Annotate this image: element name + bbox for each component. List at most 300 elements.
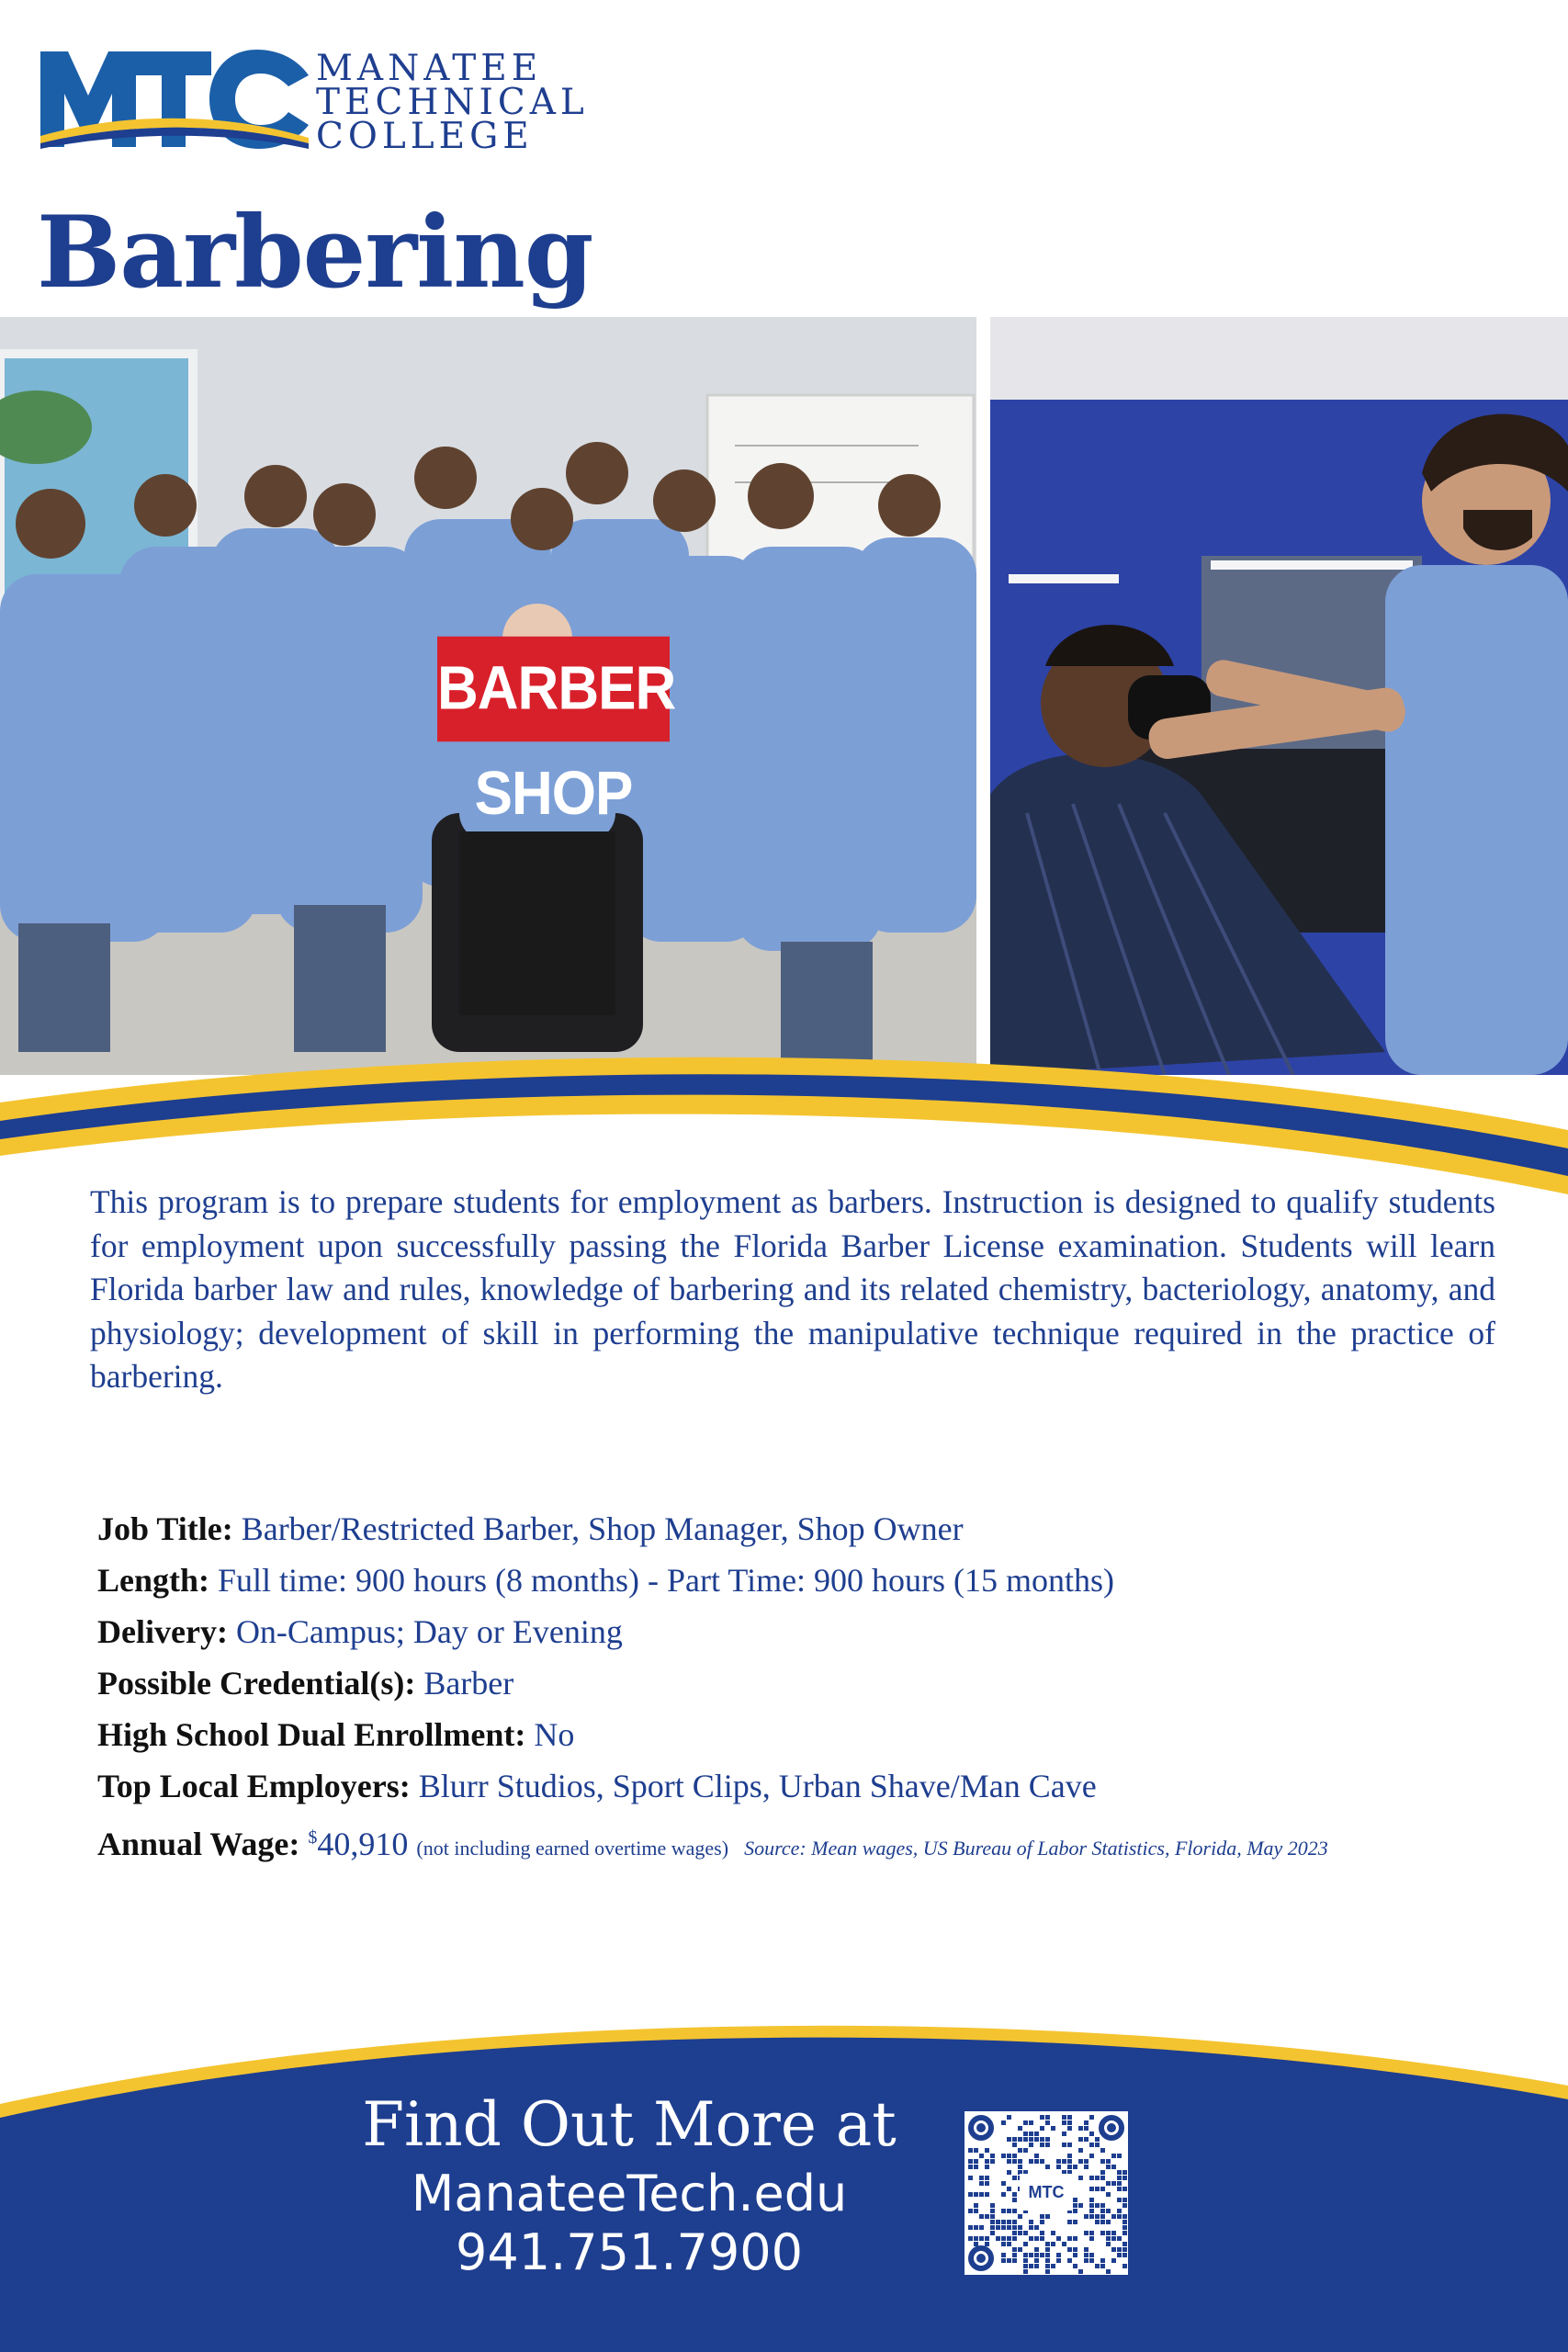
qr-module [1117, 2214, 1122, 2219]
qr-module [1012, 2209, 1017, 2213]
qr-module [1034, 2132, 1039, 2136]
qr-module [985, 2181, 989, 2186]
qr-module [1106, 2165, 1111, 2169]
qr-module [1007, 2220, 1011, 2224]
qr-module [974, 2242, 978, 2246]
qr-module [1029, 2159, 1033, 2164]
qr-module [1007, 2242, 1011, 2246]
fact-delivery [97, 1606, 1530, 1657]
qr-module [1034, 2258, 1039, 2263]
qr-module [1117, 2181, 1122, 2186]
qr-module [1089, 2115, 1094, 2120]
fact-annual-wage [97, 1812, 1530, 1863]
qr-module [1062, 2120, 1066, 2125]
qr-module [1073, 2247, 1077, 2252]
photo-swoosh [0, 1047, 1568, 1194]
qr-module [985, 2165, 989, 2169]
qr-module [1111, 2247, 1116, 2252]
qr-module [1012, 2220, 1017, 2224]
qr-module [1078, 2203, 1083, 2208]
qr-module [1012, 2143, 1017, 2147]
qr-module [1089, 2154, 1094, 2158]
qr-module [979, 2181, 984, 2186]
qr-module [1122, 2176, 1127, 2180]
qr-module [1067, 2159, 1072, 2164]
qr-module [1067, 2143, 1072, 2147]
qr-module [1117, 2253, 1122, 2257]
qr-code[interactable] [964, 2111, 1128, 2275]
qr-module [1001, 2225, 1006, 2230]
qr-module [1034, 2236, 1039, 2241]
qr-module [990, 2154, 995, 2158]
qr-module [985, 2236, 989, 2241]
qr-module [1012, 2198, 1017, 2202]
qr-module [996, 2236, 1000, 2241]
fact-job-title [97, 1503, 1530, 1555]
qr-module [1067, 2247, 1072, 2252]
qr-center-logo: MTC [1028, 2183, 1065, 2201]
haircut-photo [990, 317, 1568, 1075]
fact-label: Job Title: [97, 1510, 233, 1547]
qr-module [1012, 2236, 1017, 2241]
qr-module [1056, 2253, 1061, 2257]
qr-module [968, 2236, 973, 2241]
qr-module [1012, 2225, 1017, 2230]
mtc-logo-mark [40, 48, 311, 151]
fact-value: Barber/Restricted Barber, Shop Manager, Shop Owner [241, 1510, 964, 1547]
qr-module [1100, 2148, 1105, 2153]
qr-module [1045, 2242, 1050, 2246]
qr-module [1111, 2214, 1116, 2219]
qr-module [990, 2209, 995, 2213]
qr-module [1122, 2247, 1127, 2252]
qr-module [1062, 2115, 1066, 2120]
qr-module [1078, 2148, 1083, 2153]
qr-module [1034, 2247, 1039, 2252]
qr-module [968, 2165, 973, 2169]
fact-label: High School Dual Enrollment: [97, 1716, 526, 1753]
qr-module [1001, 2253, 1006, 2257]
qr-module [1084, 2258, 1089, 2263]
qr-module [1084, 2253, 1089, 2257]
qr-module [1084, 2214, 1089, 2219]
qr-module [990, 2214, 995, 2219]
qr-module [1051, 2231, 1055, 2235]
qr-module [1012, 2258, 1017, 2263]
qr-module [1062, 2242, 1066, 2246]
qr-module [1062, 2143, 1066, 2147]
qr-module [1012, 2192, 1017, 2197]
qr-module [1018, 2165, 1022, 2169]
qr-module [1040, 2214, 1044, 2219]
qr-module [1040, 2253, 1044, 2257]
qr-module [996, 2220, 1000, 2224]
qr-module [1073, 2253, 1077, 2257]
qr-module [1045, 2247, 1050, 2252]
qr-module [1084, 2165, 1089, 2169]
fact-label: Length: [97, 1562, 210, 1599]
qr-module [1018, 2137, 1022, 2142]
qr-module [1023, 2137, 1028, 2142]
qr-module [1007, 2187, 1011, 2191]
class-group-photo [0, 317, 976, 1075]
qr-module [1012, 2137, 1017, 2142]
qr-module [1029, 2236, 1033, 2241]
qr-module [1084, 2247, 1089, 2252]
qr-module [1073, 2198, 1077, 2202]
qr-module [1023, 2269, 1028, 2274]
logo-word-3: COLLEGE [316, 116, 534, 157]
qr-module [1067, 2154, 1072, 2158]
qr-module [979, 2192, 984, 2197]
qr-module [1062, 2132, 1066, 2136]
qr-module [1007, 2209, 1011, 2213]
qr-module [1023, 2242, 1028, 2246]
page-title: Barbering [37, 195, 593, 311]
mtc-logo [40, 48, 589, 158]
qr-module [974, 2209, 978, 2213]
qr-module [1018, 2126, 1022, 2131]
qr-module [1007, 2170, 1011, 2175]
logo-word-2: TECHNICAL [316, 82, 589, 123]
qr-module [1067, 2165, 1072, 2169]
qr-module [1007, 2154, 1011, 2158]
qr-module [1089, 2198, 1094, 2202]
qr-module [1106, 2159, 1111, 2164]
qr-module [1111, 2236, 1116, 2241]
qr-module [1029, 2143, 1033, 2147]
qr-module [1122, 2253, 1127, 2257]
qr-module [1007, 2258, 1011, 2263]
fact-label: Delivery: [97, 1613, 228, 1650]
fact-value: On-Campus; Day or Evening [235, 1613, 623, 1650]
qr-module [1045, 2165, 1050, 2169]
qr-module [1040, 2159, 1044, 2164]
qr-module [1001, 2181, 1006, 2186]
qr-module [985, 2192, 989, 2197]
qr-module [1084, 2120, 1089, 2125]
qr-module [1106, 2242, 1111, 2246]
qr-module [1095, 2187, 1100, 2191]
qr-module [1100, 2264, 1105, 2268]
qr-module [985, 2214, 989, 2219]
qr-module [1056, 2165, 1061, 2169]
qr-module [1018, 2225, 1022, 2230]
qr-module [1117, 2187, 1122, 2191]
qr-module [1023, 2231, 1028, 2235]
qr-module [1084, 2231, 1089, 2235]
qr-module [979, 2154, 984, 2158]
qr-module [985, 2148, 989, 2153]
qr-module [979, 2225, 984, 2230]
qr-module [1117, 2198, 1122, 2202]
qr-module [1078, 2176, 1083, 2180]
qr-module [1045, 2143, 1050, 2147]
qr-module [1023, 2120, 1028, 2125]
qr-module [974, 2203, 978, 2208]
fact-length [97, 1555, 1530, 1606]
qr-module [1106, 2192, 1111, 2197]
qr-module [1051, 2264, 1055, 2268]
qr-module [1056, 2159, 1061, 2164]
qr-module [1089, 2143, 1094, 2147]
qr-module [1018, 2159, 1022, 2164]
qr-module [1023, 2264, 1028, 2268]
qr-module [1034, 2264, 1039, 2268]
qr-module [1111, 2165, 1116, 2169]
qr-module [974, 2165, 978, 2169]
qr-module [1089, 2132, 1094, 2136]
qr-module [1067, 2236, 1072, 2241]
qr-module [979, 2176, 984, 2180]
qr-module [1034, 2253, 1039, 2257]
fact-value: No [534, 1716, 575, 1753]
qr-module [1100, 2220, 1105, 2224]
qr-module [1111, 2181, 1116, 2186]
wage-value: 40,910 [317, 1826, 409, 1862]
qr-module [968, 2209, 973, 2213]
qr-module [1045, 2264, 1050, 2268]
qr-module [1078, 2159, 1083, 2164]
wage-source: Source: Mean wages, US Bureau of Labor Statistics, Florida, May 2023 [744, 1837, 1328, 1860]
qr-module [1073, 2220, 1077, 2224]
qr-module [1100, 2176, 1105, 2180]
qr-module [1067, 2115, 1072, 2120]
qr-module [1007, 2115, 1011, 2120]
qr-module [1100, 2170, 1105, 2175]
qr-module [1007, 2159, 1011, 2164]
qr-module [1001, 2192, 1006, 2197]
qr-module [1012, 2253, 1017, 2257]
qr-module [1045, 2269, 1050, 2274]
fact-label: Top Local Employers: [97, 1768, 411, 1804]
qr-code-pattern [964, 2111, 1128, 2275]
qr-module [1001, 2236, 1006, 2241]
qr-module [1122, 2198, 1127, 2202]
qr-module [1034, 2225, 1039, 2230]
qr-module [1100, 2258, 1105, 2263]
qr-module [974, 2148, 978, 2153]
qr-module [1095, 2264, 1100, 2268]
qr-module [1012, 2159, 1017, 2164]
call-to-action [349, 2086, 909, 2282]
qr-module [1029, 2120, 1033, 2125]
qr-module [1023, 2253, 1028, 2257]
qr-module [1073, 2264, 1077, 2268]
qr-module [1001, 2258, 1006, 2263]
qr-module [1045, 2115, 1050, 2120]
qr-module [1100, 2214, 1105, 2219]
qr-module [990, 2225, 995, 2230]
qr-module [1089, 2209, 1094, 2213]
qr-module [1001, 2220, 1006, 2224]
qr-module [974, 2236, 978, 2241]
qr-module [1040, 2143, 1044, 2147]
wage-note: (not including earned overtime wages) [416, 1837, 729, 1860]
cta-heading: Find Out More at [362, 2089, 897, 2160]
fact-value: Barber [423, 1665, 514, 1702]
fact-value: Blurr Studios, Sport Clips, Urban Shave/Man Cave [418, 1768, 1097, 1804]
qr-module [1073, 2203, 1077, 2208]
qr-module [996, 2225, 1000, 2230]
qr-module [968, 2225, 973, 2230]
qr-module [1095, 2203, 1100, 2208]
qr-module [1122, 2264, 1127, 2268]
qr-module [1084, 2159, 1089, 2164]
qr-module [974, 2159, 978, 2164]
qr-module [1122, 2242, 1127, 2246]
qr-module [1100, 2159, 1105, 2164]
qr-module [1117, 2209, 1122, 2213]
qr-module [1122, 2170, 1127, 2175]
qr-module [1045, 2253, 1050, 2257]
qr-module [1034, 2154, 1039, 2158]
qr-module [1018, 2247, 1022, 2252]
qr-module [979, 2214, 984, 2219]
qr-module [1045, 2120, 1050, 2125]
qr-module [1023, 2258, 1028, 2263]
qr-module [1040, 2220, 1044, 2224]
qr-module [1089, 2236, 1094, 2241]
qr-module [1106, 2209, 1111, 2213]
qr-module [1089, 2253, 1094, 2257]
program-description: This program is to prepare students for employment as barbers. Instruction is designed to qualify students for employment upon successfully passing the Florida Barber License examination. Students will learn Florida barber law and rules, knowledge of barbering and its related chemistry, bacteriology, anatomy, and physiology; development of skill in performing the manipulative technique required in the practice of barbering. [90, 1183, 1495, 1395]
qr-module [1007, 2137, 1011, 2142]
qr-module [1111, 2154, 1116, 2158]
fact-dual-enrollment [97, 1709, 1530, 1760]
qr-module [1095, 2176, 1100, 2180]
qr-module [974, 2225, 978, 2230]
qr-module [1122, 2203, 1127, 2208]
qr-module [1089, 2176, 1094, 2180]
qr-module [1040, 2231, 1044, 2235]
fact-employers [97, 1760, 1530, 1812]
qr-module [1023, 2148, 1028, 2153]
qr-module [1106, 2231, 1111, 2235]
qr-module [1117, 2176, 1122, 2180]
qr-module [1117, 2247, 1122, 2252]
qr-module [968, 2176, 973, 2180]
qr-module [1001, 2209, 1006, 2213]
qr-module [1012, 2247, 1017, 2252]
qr-module [1040, 2236, 1044, 2241]
qr-module [1029, 2132, 1033, 2136]
qr-module [1029, 2220, 1033, 2224]
wage-currency: $ [308, 1827, 318, 1848]
qr-module [1117, 2154, 1122, 2158]
qr-module [1029, 2225, 1033, 2230]
website-link[interactable]: ManateeTech.edu [411, 2165, 848, 2222]
qr-module [1001, 2120, 1006, 2125]
qr-module [1078, 2126, 1083, 2131]
qr-module [1084, 2137, 1089, 2142]
qr-module [1029, 2137, 1033, 2142]
qr-module [990, 2231, 995, 2235]
qr-module [1089, 2231, 1094, 2235]
qr-module [1012, 2154, 1017, 2158]
phone-number[interactable]: 941.751.7900 [456, 2223, 803, 2281]
qr-module [1084, 2126, 1089, 2131]
qr-module [990, 2203, 995, 2208]
qr-module [990, 2159, 995, 2164]
qr-module [1018, 2231, 1022, 2235]
qr-module [1012, 2231, 1017, 2235]
qr-module [1067, 2258, 1072, 2263]
qr-module [1122, 2231, 1127, 2235]
qr-module [968, 2159, 973, 2164]
qr-module [1117, 2236, 1122, 2241]
qr-module [1018, 2214, 1022, 2219]
qr-module [968, 2148, 973, 2153]
qr-module [1100, 2187, 1105, 2191]
wage-label: Annual Wage: [97, 1826, 300, 1862]
qr-module [985, 2159, 989, 2164]
qr-module [1007, 2236, 1011, 2241]
qr-module [1067, 2126, 1072, 2131]
qr-module [1089, 2258, 1094, 2263]
qr-module [968, 2192, 973, 2197]
program-facts [97, 1503, 1530, 1863]
qr-module [1095, 2214, 1100, 2219]
qr-module [985, 2242, 989, 2246]
qr-module [1040, 2137, 1044, 2142]
qr-module [1100, 2203, 1105, 2208]
qr-module [1122, 2187, 1127, 2191]
qr-module [1095, 2143, 1100, 2147]
fact-value: Full time: 900 hours (8 months) - Part Time: 900 hours (15 months) [218, 1562, 1115, 1599]
qr-module [1100, 2209, 1105, 2213]
barber-shop-sign: BARBER SHOP [437, 637, 670, 741]
qr-module [1056, 2236, 1061, 2241]
qr-module [1073, 2165, 1077, 2169]
qr-module [1040, 2126, 1044, 2131]
qr-module [1045, 2214, 1050, 2219]
qr-module [1078, 2137, 1083, 2142]
qr-module [1095, 2220, 1100, 2224]
qr-module [1029, 2253, 1033, 2257]
qr-module [1034, 2159, 1039, 2164]
qr-module [1106, 2269, 1111, 2274]
haircut-illustration [990, 317, 1568, 1075]
qr-module [1106, 2236, 1111, 2241]
qr-module [1040, 2115, 1044, 2120]
qr-module [1073, 2209, 1077, 2213]
qr-module [1117, 2170, 1122, 2175]
qr-module [1111, 2258, 1116, 2263]
qr-module [979, 2236, 984, 2241]
qr-module [1051, 2126, 1055, 2131]
qr-module [1089, 2187, 1094, 2191]
qr-module [1007, 2225, 1011, 2230]
qr-module [1073, 2236, 1077, 2241]
qr-module [1034, 2137, 1039, 2142]
qr-module [985, 2176, 989, 2180]
qr-module [1045, 2137, 1050, 2142]
qr-module [1122, 2214, 1127, 2219]
qr-module [1029, 2264, 1033, 2268]
qr-module [1012, 2176, 1017, 2180]
qr-module [1106, 2220, 1111, 2224]
qr-module [1062, 2159, 1066, 2164]
qr-module [1111, 2231, 1116, 2235]
qr-module [1023, 2132, 1028, 2136]
fact-label: Possible Credential(s): [97, 1665, 416, 1702]
qr-module [1100, 2231, 1105, 2235]
qr-module [1051, 2242, 1055, 2246]
fact-credentials [97, 1657, 1530, 1709]
qr-module [1067, 2120, 1072, 2125]
qr-module [1095, 2137, 1100, 2142]
